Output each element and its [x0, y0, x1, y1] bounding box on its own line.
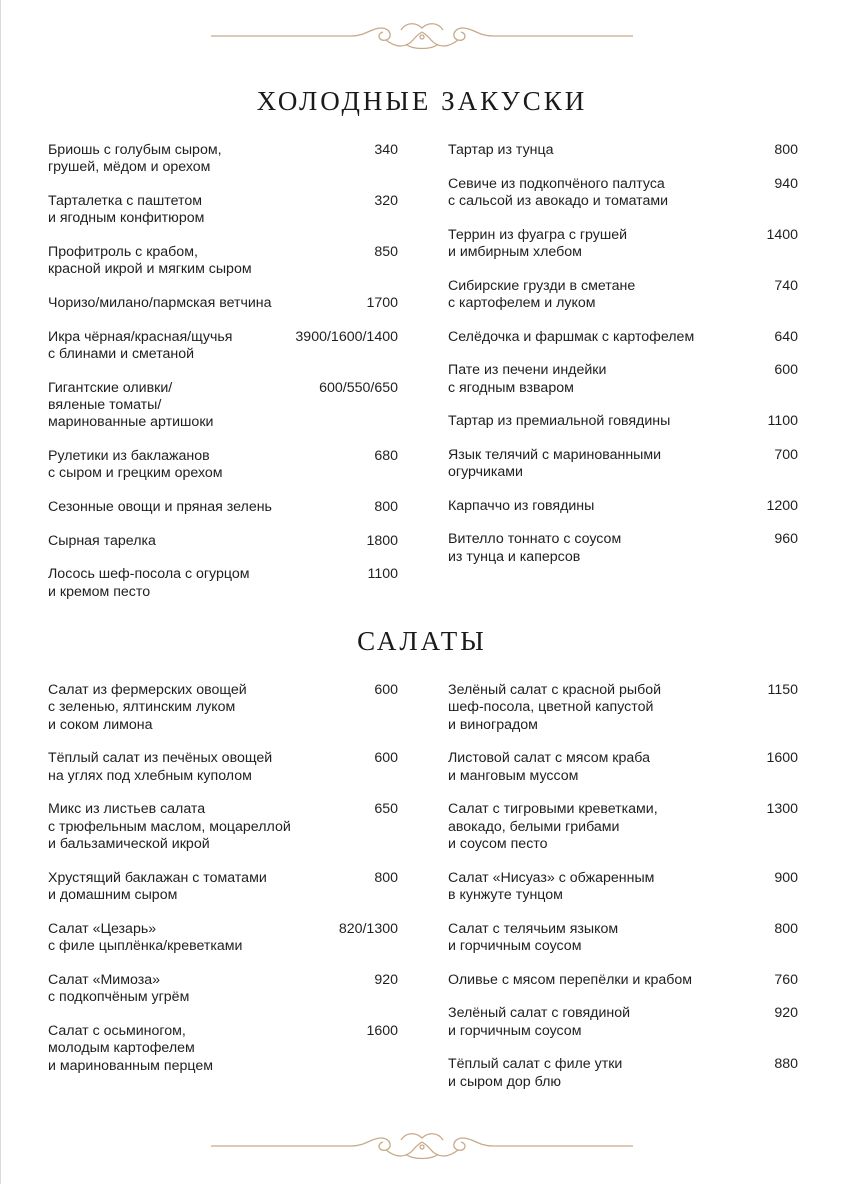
- scroll-divider-icon: [201, 1128, 643, 1164]
- scroll-divider-icon: [201, 18, 643, 54]
- menu-item: [48, 921, 398, 956]
- menu-item-name: Салат с осьминогом, молодым картофелем и маринованным перцем: [48, 1022, 213, 1074]
- menu-item: [48, 499, 398, 516]
- menu-item: [448, 1005, 798, 1040]
- menu-item-price: 600: [774, 362, 798, 379]
- menu-item-name: Салат «Мимоза» с подкопчёным угрём: [48, 971, 190, 1006]
- menu-item: [48, 193, 398, 228]
- cold-appetizers-left-column: [48, 142, 398, 617]
- menu-item: [448, 278, 798, 313]
- section-title-cold-appetizers: ХОЛОДНЫЕ ЗАКУСКИ: [256, 86, 588, 116]
- menu-item-name: Селёдочка и фаршмак с картофелем: [448, 328, 695, 345]
- menu-item: [448, 801, 798, 853]
- menu-item-name: Рулетики из баклажанов с сыром и грецким орехом: [48, 448, 223, 482]
- menu-item: [448, 921, 798, 956]
- menu-item-name: Сырная тарелка: [48, 532, 156, 549]
- menu-item-price: 940: [774, 175, 798, 192]
- menu-item-price: 800: [774, 142, 798, 158]
- menu-item-name: Севиче из подкопчёного палтуса с сальсой из авокадо и томатами: [448, 175, 669, 209]
- menu-item-name: Профитроль с крабом, красной икрой и мягким сыром: [48, 244, 252, 278]
- menu-item: [48, 801, 398, 853]
- menu-item-price: 3900/1600/1400: [295, 328, 398, 345]
- menu-item: [448, 750, 798, 785]
- menu-item-price: 1600: [366, 1022, 398, 1039]
- menu-item-price: 850: [374, 244, 398, 260]
- menu-item-price: 920: [774, 1005, 798, 1022]
- menu-item-name: Сибирские грузди в сметане с картофелем и луком: [448, 277, 636, 311]
- menu-item: [48, 682, 398, 734]
- salads-left-column: [48, 682, 398, 1091]
- menu-item: [48, 380, 398, 432]
- menu-item-name: Икра чёрная/красная/щучья с блинами и сметаной: [48, 328, 233, 362]
- menu-item-price: 600: [374, 750, 398, 767]
- menu-item-name: Сезонные овощи и пряная зелень: [48, 499, 272, 515]
- menu-item-price: 880: [774, 1056, 798, 1073]
- menu-item-price: 920: [374, 971, 398, 988]
- menu-item-price: 740: [774, 277, 798, 294]
- menu-item-name: Тёплый салат с филе утки и сыром дор блю: [448, 1056, 623, 1090]
- menu-item-price: 820/1300: [338, 920, 398, 937]
- menu-item-price: 1150: [767, 682, 798, 698]
- menu-item-price: 680: [374, 448, 398, 464]
- menu-item-price: 1700: [366, 295, 398, 311]
- menu-item: [48, 566, 398, 601]
- menu-item: [448, 362, 798, 397]
- section-title-salads: САЛАТЫ: [357, 626, 487, 656]
- menu-item-price: 1400: [766, 226, 798, 243]
- menu-item: [48, 972, 398, 1007]
- menu-item-price: 320: [374, 193, 398, 209]
- menu-item-price: 1600: [766, 750, 798, 767]
- menu-item: [48, 244, 398, 279]
- menu-item: [48, 870, 398, 905]
- menu-item: [448, 447, 798, 482]
- menu-item-price: 1800: [366, 532, 398, 549]
- menu-item: [448, 531, 798, 566]
- menu-item-price: 800: [774, 920, 798, 937]
- menu-item: [48, 329, 398, 364]
- menu-item-name: Тартар из премиальной говядины: [448, 413, 671, 430]
- menu-item: [48, 448, 398, 483]
- menu-item: [48, 533, 398, 550]
- cold-appetizers-right-column: [448, 142, 798, 582]
- menu-item-name: Листовой салат с мясом краба и манговым муссом: [448, 750, 650, 784]
- menu-item-price: 800: [374, 499, 398, 515]
- menu-item: [448, 329, 798, 346]
- menu-item-name: Бриошь с голубым сыром, грушей, мёдом и орехом: [48, 142, 222, 176]
- menu-item: [448, 142, 798, 159]
- menu-item-name: Хрустящий баклажан с томатами и домашним сыром: [48, 869, 267, 904]
- menu-item-name: Зелёный салат с говядиной и горчичным соусом: [448, 1005, 631, 1039]
- menu-item-price: 1200: [766, 497, 798, 514]
- menu-item: [448, 413, 798, 430]
- salads-right-column: [448, 682, 798, 1107]
- menu-item-price: 650: [374, 801, 398, 818]
- menu-item-name: Чоризо/милано/пармская ветчина: [48, 295, 272, 311]
- menu-item-price: 960: [774, 531, 798, 548]
- menu-item-price: 1300: [766, 801, 798, 818]
- menu-item-name: Салат «Цезарь» с филе цыплёнка/креветками: [48, 920, 243, 955]
- menu-item-name: Лосось шеф-посола с огурцом и кремом песто: [48, 566, 250, 600]
- menu-item-price: 1100: [367, 566, 398, 583]
- menu-item-name: Зелёный салат с красной рыбой шеф-посола, цветной капустой и виноградом: [448, 682, 662, 733]
- menu-item-price: 600: [374, 682, 398, 698]
- menu-item-name: Карпаччо из говядины: [448, 497, 595, 514]
- menu-item-name: Салат с телячьим языком и горчичным соусом: [448, 920, 619, 955]
- menu-item: [448, 870, 798, 905]
- menu-item: [448, 972, 798, 989]
- menu-item-name: Тарталетка с паштетом и ягодным конфитюром: [48, 193, 205, 227]
- menu-item: [448, 1056, 798, 1091]
- menu-item-name: Микс из листьев салата с трюфельным маслом, моцареллой и бальзамической икрой: [48, 801, 291, 853]
- menu-item-name: Салат из фермерских овощей с зеленью, ялтинским луком и соком лимона: [48, 682, 247, 733]
- menu-item-price: 900: [774, 869, 798, 886]
- menu-item-price: 340: [374, 142, 398, 158]
- menu-item-price: 640: [774, 328, 798, 345]
- menu-item: [448, 176, 798, 211]
- menu-item: [48, 295, 398, 312]
- menu-item-name: Террин из фуагра с грушей и имбирным хлебом: [448, 226, 628, 260]
- menu-item: [448, 227, 798, 262]
- menu-item-price: 800: [374, 869, 398, 886]
- menu-item-price: 1100: [767, 413, 798, 430]
- menu-item: [48, 750, 398, 785]
- menu-item-price: 700: [774, 446, 798, 463]
- menu-item-name: Тёплый салат из печёных овощей на углях под хлебным куполом: [48, 750, 273, 784]
- menu-item-name: Тартар из тунца: [448, 142, 554, 158]
- menu-item: [48, 142, 398, 177]
- menu-item-name: Язык телячий с маринованными огурчиками: [448, 446, 662, 481]
- menu-item: [48, 1023, 398, 1075]
- menu-item: [448, 498, 798, 515]
- menu-item-name: Пате из печени индейки с ягодным взваром: [448, 362, 607, 396]
- menu-item-name: Вителло тоннато с соусом из тунца и каперсов: [448, 531, 622, 565]
- menu-item: [448, 682, 798, 734]
- menu-item-name: Оливье с мясом перепёлки и крабом: [448, 971, 693, 988]
- menu-item-name: Салат с тигровыми креветками, авокадо, белыми грибами и соусом песто: [448, 801, 658, 853]
- menu-item-price: 600/550/650: [319, 379, 398, 396]
- menu-item-name: Гигантские оливки/ вяленые томаты/ маринованные артишоки: [48, 379, 214, 431]
- menu-item-price: 760: [774, 971, 798, 988]
- menu-item-name: Салат «Нисуаз» с обжаренным в кунжуте тунцом: [448, 869, 655, 904]
